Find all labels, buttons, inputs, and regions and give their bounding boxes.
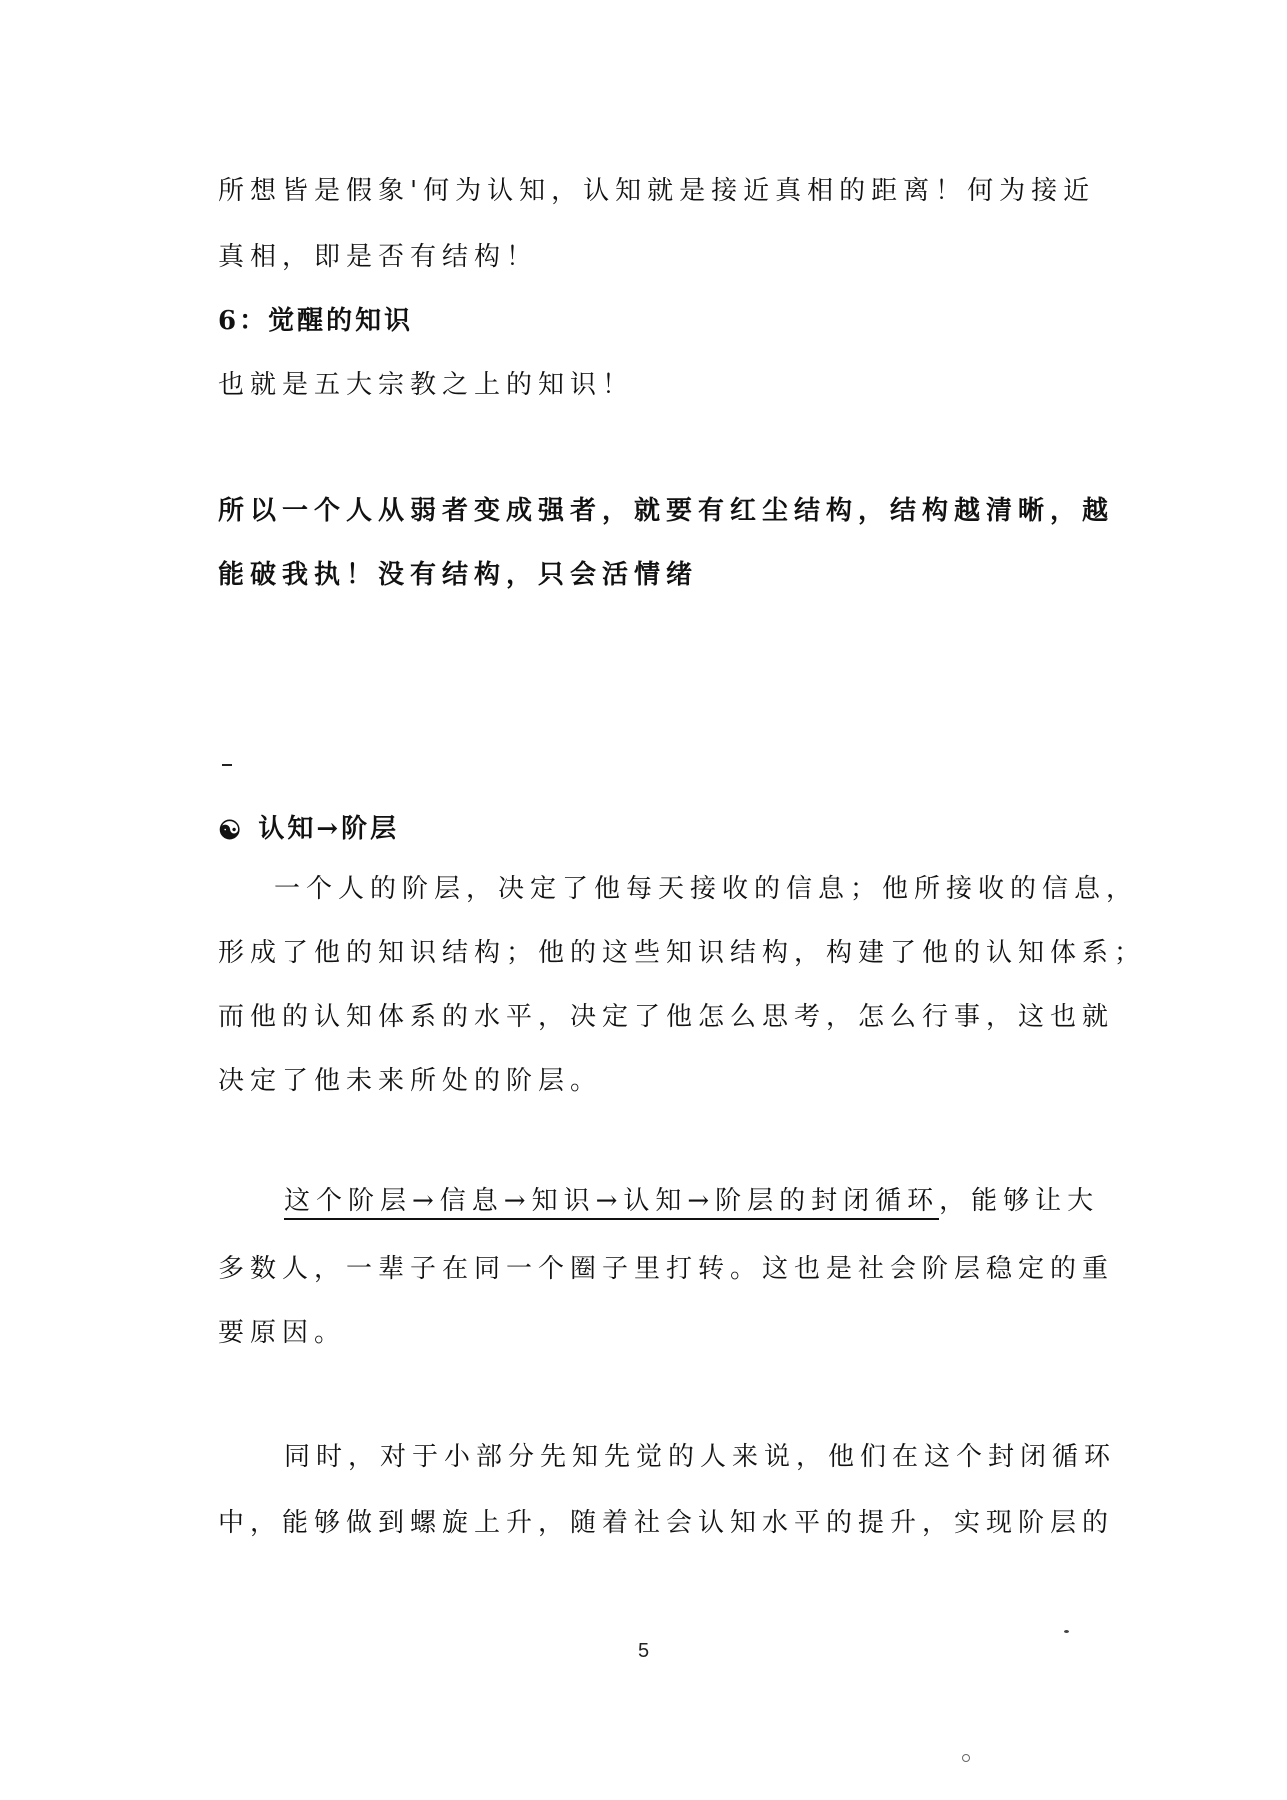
section-6-heading: 6：觉醒的知识: [218, 306, 414, 336]
bold-paragraph-line-2: 能破我执！没有结构，只会活情绪: [218, 560, 699, 590]
para2-line-1: [284, 1180, 1099, 1217]
page-number: 5: [637, 1640, 650, 1662]
para2-line-1-rest: ，能够让大: [939, 1186, 1100, 1216]
section-6-line: 也就是五大宗教之上的知识！: [218, 370, 635, 400]
section-cognition-title: 认知→阶层: [258, 814, 400, 844]
underlined-loop-text: 这个阶层→信息→知识→认知→阶层的封闭循环: [284, 1186, 939, 1220]
para1-line-3: 而他的认知体系的水平，决定了他怎么思考，怎么行事，这也就: [218, 1002, 1115, 1032]
para3-line-2: 中，能够做到螺旋上升，随着社会认知水平的提升，实现阶层的: [218, 1508, 1115, 1538]
para1-line-1: 一个人的阶层，决定了他每天接收的信息；他所接收的信息，: [274, 874, 1139, 904]
body-line-1: 所想皆是假象'何为认知，认知就是接近真相的距离！何为接近: [218, 176, 1096, 206]
para2-line-3: 要原因。: [218, 1318, 347, 1348]
para1-line-4: 决定了他未来所处的阶层。: [218, 1066, 603, 1096]
body-line-2: 真相，即是否有结构！: [218, 242, 539, 272]
scan-speck: [1064, 1630, 1069, 1633]
dash-mark: [222, 764, 232, 766]
bold-paragraph-line-1: 所以一个人从弱者变成强者，就要有红尘结构，结构越清晰，越: [218, 496, 1115, 526]
para2-line-2: 多数人，一辈子在同一个圈子里打转。这也是社会阶层稳定的重: [218, 1254, 1115, 1284]
section-cognition-heading: [218, 808, 399, 846]
para3-line-1: 同时，对于小部分先知先觉的人来说，他们在这个封闭循环: [284, 1442, 1117, 1472]
scan-speck: [962, 1754, 970, 1762]
para1-line-2: 形成了他的知识结构；他的这些知识结构，构建了他的认知体系；: [218, 938, 1147, 968]
yin-yang-icon: ☯: [218, 816, 245, 846]
